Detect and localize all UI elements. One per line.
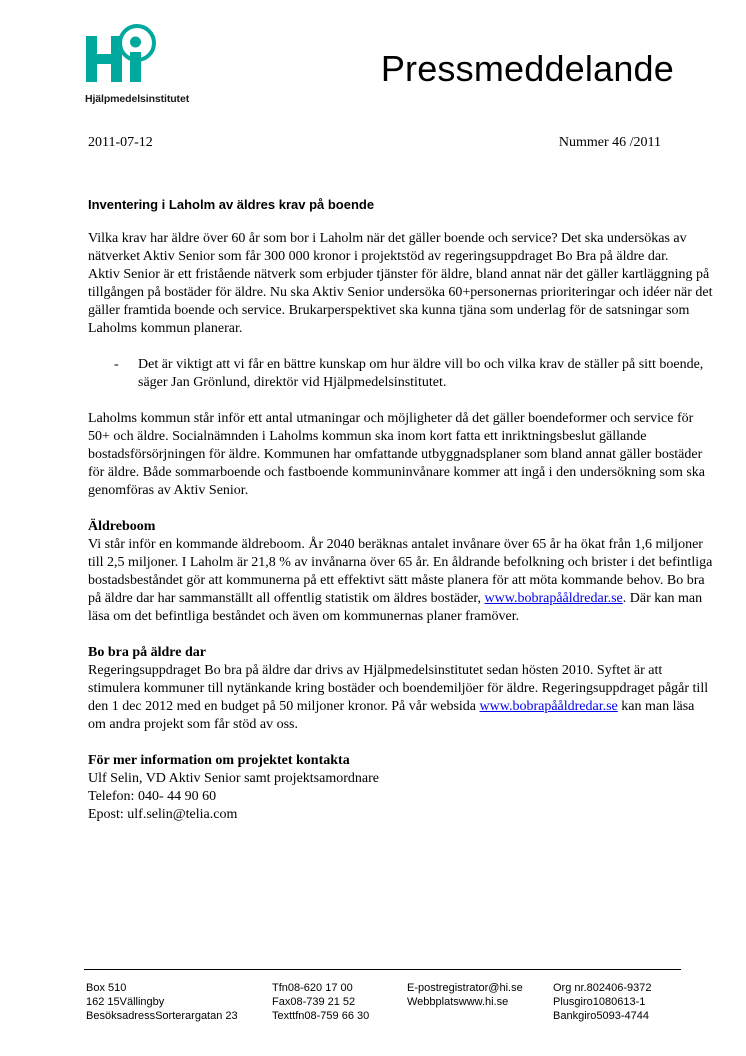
release-date: 2011-07-12 — [88, 135, 153, 150]
bobra-paragraph — [88, 662, 713, 734]
footer-line: E-postregistrator@hi.se — [407, 982, 523, 994]
footer-line: Fax08-739 21 52 — [272, 996, 356, 1008]
section-title-aldreboom: Äldreboom — [88, 519, 156, 534]
intro-paragraph: Vilka krav har äldre över 60 år som bor i Laholm när det gäller boende och service? Det ska undersökas av nätverket Aktiv Senior som får 300 000 kronor i projektstöd av regeringsuppdraget Bo Bra på äldre dar. — [88, 231, 687, 264]
footer-line: Texttfn08-759 66 30 — [272, 1010, 370, 1022]
hi-logo-mark-icon — [84, 24, 164, 88]
aktiv-senior-paragraph: Aktiv Senior är ett fristående nätverk som erbjuder tjänster för äldre, bland annat när det gäller kartläggning på tillgången på bostäder för äldre. Nu ska Aktiv Senior undersöka 60+personernas prioriteringar och idéer när det gäller framtida boende och service. Brukarperspektivet ska kunna tjäna som underlag för de satsningar som Laholms kommun planerar. — [88, 267, 713, 336]
article-headline: Inventering i Laholm av äldres krav på boende — [88, 197, 375, 212]
footer-line: Plusgiro1080613-1 — [553, 996, 646, 1008]
quote-dash: - — [114, 357, 119, 372]
section-title-bobra: Bo bra på äldre dar — [88, 645, 206, 660]
footer-line: Webbplatswww.hi.se — [407, 996, 509, 1008]
laholm-paragraph: Laholms kommun står inför ett antal utmaningar och möjligheter då det gäller boendeformer och service för 50+ och äldre. Socialnämnden i Laholms kommun ska inom kort fatta ett inriktningsbeslut gällande bostadsförsörjningen för äldre. Kommunen har omfattande utbyggnadsplaner som bland annat gäller bostäder för äldre. Både sommarboende och fastboende kommuninvånare kommer att ingå i den undersökning som ska genomföras av Aktiv Senior. — [88, 411, 705, 498]
bobra-text-b: kan man läsa om andra projekt som får stöd av oss. — [88, 699, 695, 732]
contact-email: Epost: ulf.selin@telia.com — [88, 807, 238, 822]
article-body — [88, 196, 713, 824]
footer-line: Org nr.802406-9372 — [553, 982, 652, 994]
footer-line: BesöksadressSorterargatan 23 — [86, 1010, 238, 1022]
logo-wordmark: Hjälpmedelsinstitutet — [85, 93, 190, 105]
footer-contact — [407, 981, 523, 1009]
footer-address — [86, 981, 238, 1023]
contact-title: För mer information om projektet kontakta — [88, 753, 350, 768]
aldreboom-text-b: . Där kan man läsa om det befintliga beståndet och även om kommunernas planer framöver. — [88, 591, 703, 624]
hjalpmedelsinstitutet-logo — [84, 24, 214, 114]
footer-line: Box 510 — [86, 982, 127, 994]
footer-line: 162 15Vällingby — [86, 996, 165, 1008]
quote-paragraph — [88, 356, 713, 392]
contact-phone: Telefon: 040- 44 90 60 — [88, 789, 217, 804]
footer-bank — [553, 981, 651, 1023]
aldreboom-paragraph — [88, 536, 713, 626]
bobra-text-a: Regeringsuppdraget Bo bra på äldre dar drivs av Hjälpmedelsinstitutet sedan hösten 2010. Syftet är att stimulera kommuner till nytänkande kring bostäder och boendemiljöer för äldre. Regeringsuppdraget pågår till den 1 dec 2012 med en budget på 50 miljoner kronor. På vår websida — [88, 663, 709, 714]
aldreboom-text-a: Vi står inför en kommande äldreboom. År 2040 beräknas antalet invånare över 65 år ha ökat från 1,6 miljoner till 2,5 miljoner. I Laholm är 21,8 % av invånarna över 65 år. En åldrande befolkning och brister i det befintliga bostadsbeståndet gör att kommunerna på ett effektivt sätt måste planera för att möta kommande behov. Bo bra på äldre dar har sammanställt all offentlig statistik om äldres bostäder, — [88, 537, 713, 606]
footer-phone — [272, 981, 369, 1023]
release-number: Nummer 46 /2011 — [558, 135, 661, 150]
document-title: Pressmeddelande — [380, 48, 674, 89]
footer-line: Bankgiro5093-4744 — [553, 1010, 650, 1022]
bobra-link-1[interactable]: www.bobrapååldredar.se — [484, 591, 623, 606]
quote-text: Det är viktigt att vi får en bättre kunskap om hur äldre vill bo och vilka krav de ställer på sitt boende, säger Jan Grönlund, direktör vid Hjälpmedelsinstitutet. — [138, 357, 704, 390]
contact-name: Ulf Selin, VD Aktiv Senior samt projektsamordnare — [88, 771, 379, 786]
footer-line: Tfn08-620 17 00 — [272, 982, 353, 994]
bobra-link-2[interactable]: www.bobrapååldredar.se — [479, 699, 618, 714]
footer-divider — [84, 969, 681, 970]
